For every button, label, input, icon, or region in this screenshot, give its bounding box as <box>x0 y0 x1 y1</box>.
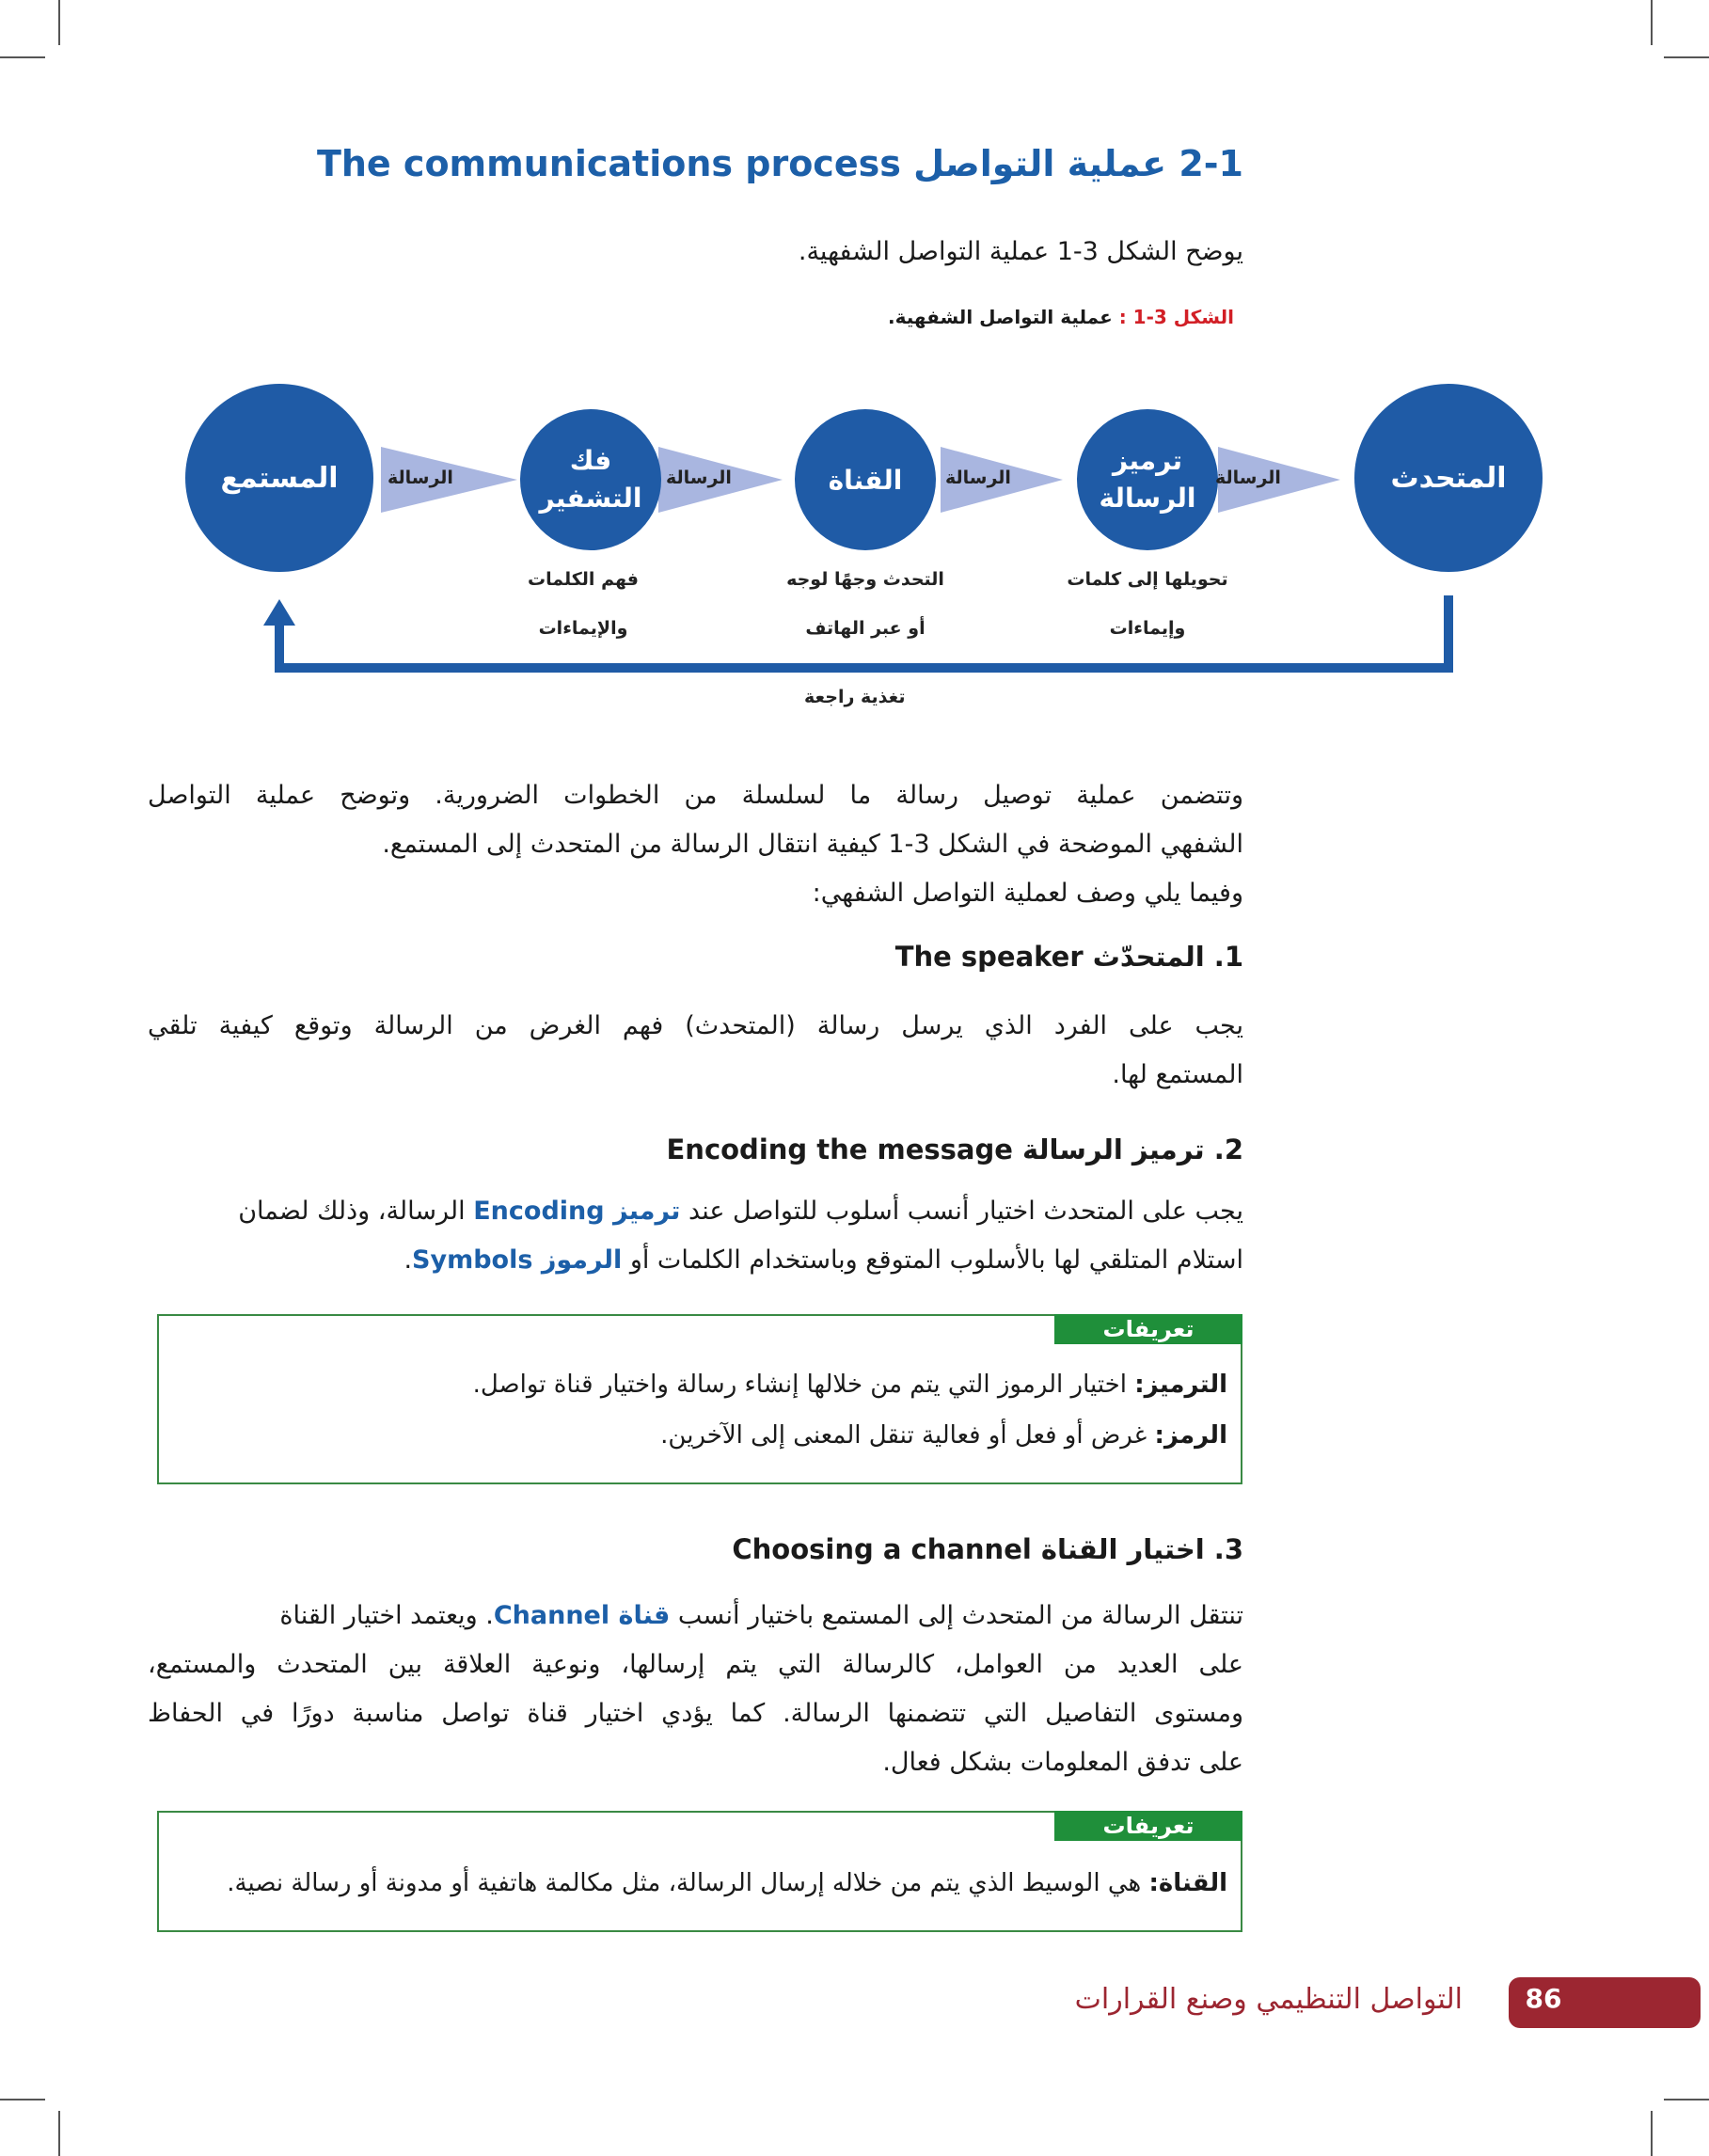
body-paragraph <box>148 771 1243 918</box>
definitions-tab-1: تعريفات <box>1054 1314 1242 1344</box>
definition-channel-text: هي الوسيط الذي يتم من خلاله إرسال الرسالة، مثل مكالمة هاتفية أو مدونة أو رسالة نصية. <box>227 1869 1142 1897</box>
definition-symbol-term: الرمز: <box>1154 1421 1227 1450</box>
decoding-sublabel-line2: والإيماءات <box>538 618 628 639</box>
step-1-title-ar: المتحدّث <box>1092 941 1205 973</box>
step-2-heading <box>666 1133 1243 1165</box>
step-3-title-ar: اختيار القناة <box>1040 1533 1205 1565</box>
step-3-line-4: على تدفق المعلومات بشكل فعال. <box>882 1748 1243 1777</box>
step-1-line-1: يجب على الفرد الذي يرسل رسالة (المتحدث) فهم الغرض من الرسالة وتوقع كيفية تلقي <box>148 1011 1243 1040</box>
step-2-title-en: Encoding the message <box>666 1133 1013 1165</box>
definition-encoding-text: اختيار الرموز التي يتم من خلالها إنشاء رسالة واختيار قناة تواصل. <box>472 1371 1127 1399</box>
step-3-line-3: ومستوى التفاصيل التي تتضمنها الرسالة. كما يؤدي اختيار قناة تواصل مناسبة دورًا في الحفاظ <box>148 1699 1243 1728</box>
step-2-line-1 <box>148 1187 1243 1236</box>
decoding-sublabel <box>503 555 663 653</box>
step-3-line-1-b: . ويعتمد اختيار القناة <box>279 1601 494 1630</box>
step-3-number: 3. <box>1213 1533 1243 1565</box>
figure-caption-text: عملية التواصل الشفهية. <box>887 306 1113 328</box>
definition-encoding <box>473 1371 1227 1399</box>
step-1-title-en: The speaker <box>894 941 1084 973</box>
node-channel: القناة <box>795 409 936 550</box>
node-encoding: ترميز الرسالة <box>1077 409 1218 550</box>
section-number: 2-1 <box>1179 143 1243 184</box>
intro-text: يوضح الشكل 3-1 عملية التواصل الشفهية. <box>798 237 1243 266</box>
page-number: 86 <box>1525 1983 1562 2014</box>
encoding-sublabel <box>1053 555 1242 653</box>
feedback-arrowhead <box>263 599 295 626</box>
channel-sublabel-line1: التحدث وجهًا لوجه <box>786 569 944 590</box>
body-line-2: الشفهي الموضحة في الشكل 3-1 كيفية انتقال الرسالة من المتحدث إلى المستمع. <box>382 830 1243 859</box>
section-title-en: The communications process <box>316 143 901 184</box>
step-1-heading <box>895 941 1243 973</box>
step-2-line-2-a: استلام المتلقي لها بالأسلوب المتوقع وباستخدام الكلمات أو <box>629 1245 1243 1275</box>
term-channel: قناة Channel <box>493 1601 671 1630</box>
footer-title: التواصل التنظيمي وصنع القرارات <box>1074 1983 1463 2016</box>
node-speaker: المتحدث <box>1354 384 1543 572</box>
step-2-number: 2. <box>1213 1133 1243 1165</box>
feedback-label: تغذية راجعة <box>804 687 906 707</box>
encoding-sublabel-line2: وإيماءات <box>1109 618 1186 639</box>
term-symbols: الرموز Symbols <box>412 1245 623 1275</box>
node-listener: المستمع <box>185 384 373 572</box>
step-1-line-2: المستمع لها. <box>1112 1060 1243 1089</box>
step-2-body <box>148 1187 1243 1285</box>
step-2-line-2-b: . <box>404 1245 413 1275</box>
step-1-body <box>148 1002 1243 1100</box>
definition-symbol-text: غرض أو فعل أو فعالية تنقل المعنى إلى الآخرين. <box>660 1421 1147 1450</box>
arrow-label-2: الرسالة <box>945 468 1011 488</box>
definitions-tab-2: تعريفات <box>1054 1811 1242 1841</box>
step-3-line-1-a: تنتقل الرسالة من المتحدث إلى المستمع باختيار أنسب <box>677 1601 1243 1630</box>
definition-channel <box>227 1869 1227 1897</box>
node-decoding: فك التشفير <box>520 409 661 550</box>
section-title-ar: عملية التواصل <box>913 143 1167 184</box>
step-2-line-1-b: الرسالة، وذلك لضمان <box>238 1197 466 1226</box>
decoding-sublabel-line1: فهم الكلمات <box>528 569 639 590</box>
step-3-body <box>148 1592 1243 1787</box>
arrow-label-1: الرسالة <box>1215 468 1281 488</box>
arrow-label-3: الرسالة <box>666 468 732 488</box>
figure-caption-label: الشكل 3-1 : <box>1118 306 1234 328</box>
definition-symbol <box>660 1421 1227 1450</box>
step-2-line-2 <box>148 1236 1243 1285</box>
step-3-heading <box>732 1533 1243 1565</box>
channel-sublabel <box>762 555 969 653</box>
arrow-label-4: الرسالة <box>388 468 453 488</box>
definition-channel-term: القناة: <box>1148 1869 1227 1897</box>
step-3-title-en: Choosing a channel <box>732 1533 1032 1565</box>
step-3-line-2: على العديد من العوامل، كالرسالة التي يتم إرسالها، ونوعية العلاقة بين المتحدث والمستمع، <box>148 1650 1243 1679</box>
definitions-box-1 <box>157 1314 1242 1484</box>
definition-encoding-term: الترميز: <box>1134 1371 1227 1399</box>
channel-sublabel-line2: أو عبر الهاتف <box>805 618 926 639</box>
step-2-line-1-a: يجب على المتحدث اختيار أنسب أسلوب للتواصل عند <box>688 1197 1243 1226</box>
term-encoding: ترميز Encoding <box>473 1197 681 1226</box>
body-line-3: وفيما يلي وصف لعملية التواصل الشفهي: <box>812 879 1243 908</box>
body-line-1: وتتضمن عملية توصيل رسالة ما لسلسلة من الخطوات الضرورية. وتوضح عملية التواصل <box>148 781 1243 810</box>
step-2-title-ar: ترميز الرسالة <box>1022 1133 1205 1165</box>
encoding-sublabel-line1: تحويلها إلى كلمات <box>1067 569 1228 590</box>
step-1-number: 1. <box>1213 941 1243 973</box>
step-3-line-1 <box>148 1592 1243 1641</box>
definitions-box-2 <box>157 1811 1242 1932</box>
